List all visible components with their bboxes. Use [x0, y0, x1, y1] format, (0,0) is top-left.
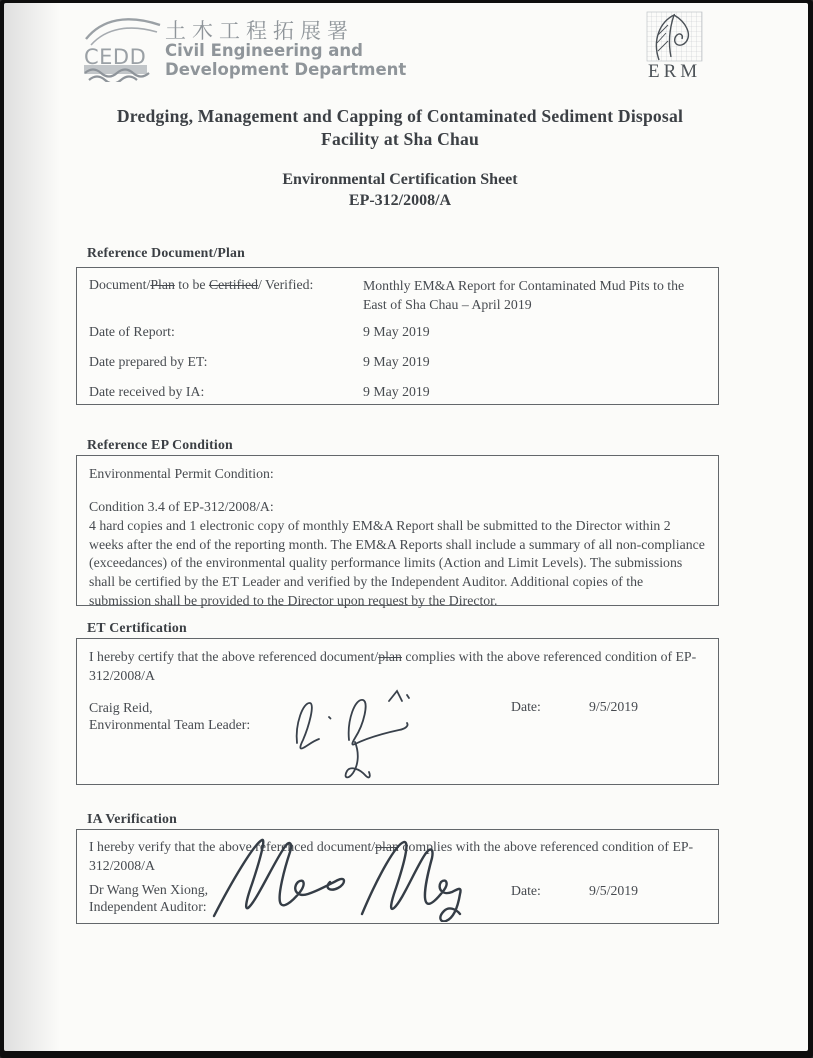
section-heading-et-certification: ET Certification: [87, 620, 187, 635]
document-verified-value: Monthly EM&A Report for Contaminated Mud Pits to the East of Sha Chau – April 2019: [363, 278, 685, 312]
erm-label: ERM: [648, 61, 702, 82]
cedd-english-name-line2: Development Department: [165, 60, 407, 79]
project-title-line1: Dredging, Management and Capping of Contaminated Sediment Disposal: [116, 106, 684, 126]
ia-statement-struck-plan: plan: [375, 839, 399, 854]
section-heading-ia-verification: IA Verification: [87, 811, 177, 826]
doc-label-part2: to be: [174, 277, 209, 292]
date-of-report-label: Date of Report:: [89, 324, 175, 339]
date-prepared-by-et-label: Date prepared by ET:: [89, 354, 208, 369]
et-statement-part2: complies with the above referenced condition of EP-312/2008/A: [89, 649, 697, 683]
doc-label-part3: / Verified:: [258, 277, 314, 292]
document-verified-label: [89, 277, 313, 293]
cedd-english-name-line1: Civil Engineering and: [165, 41, 363, 60]
section-heading-reference-document: Reference Document/Plan: [87, 245, 245, 260]
et-statement-struck-plan: plan: [378, 649, 402, 664]
et-date-label: Date:: [511, 699, 541, 714]
et-statement-part1: I hereby certify that the above referenced document/: [89, 649, 379, 664]
et-certification-statement: [89, 648, 734, 685]
et-signature: [291, 688, 419, 786]
ia-signature: [212, 836, 464, 922]
section-heading-ep-condition: Reference EP Condition: [87, 437, 233, 452]
date-received-by-ia-value: 9 May 2019: [363, 384, 430, 399]
date-received-by-ia-label: Date received by IA:: [89, 384, 205, 399]
cedd-logo-icon: [84, 12, 162, 82]
erm-logo-icon: [646, 11, 704, 63]
ep-condition-title: Condition 3.4 of EP-312/2008/A:: [89, 499, 274, 514]
project-title-line2: Facility at Sha Chau: [321, 129, 479, 149]
ia-statement-part1: I hereby verify that the above referenced document/: [89, 839, 376, 854]
et-signer-name: Craig Reid,: [89, 700, 153, 715]
doc-label-struck-certified: Certified: [208, 277, 258, 292]
svg-text:CEDD: CEDD: [84, 45, 147, 69]
reference-document-box: [76, 267, 719, 405]
ep-condition-text: 4 hard copies and 1 electronic copy of monthly EM&A Report shall be submitted to the Director within 2 weeks after the end of the reporting month. The EM&A Reports shall include a summary of all non-compliance (exceedances) of the environmental quality performance limits (Action and Limit Levels). The submissions shall be certified by the ET Leader and verified by the Independent Auditor. Additional copies of the submission shall be provided to the Director upon request by the Director.: [89, 518, 705, 608]
ep-condition-box: [76, 455, 719, 606]
doc-label-struck-plan: Plan: [150, 277, 175, 292]
ia-date-label: Date:: [511, 883, 541, 898]
ia-statement-part2: complies with the above referenced condition of EP-312/2008/A: [89, 839, 694, 873]
et-date-value: 9/5/2019: [589, 699, 639, 714]
date-of-report-value: 9 May 2019: [363, 324, 430, 339]
et-signer-title: Environmental Team Leader:: [89, 717, 251, 732]
ep-condition-intro: Environmental Permit Condition:: [89, 466, 274, 481]
date-prepared-by-et-value: 9 May 2019: [363, 354, 430, 369]
permit-number: EP-312/2008/A: [348, 192, 452, 209]
cedd-chinese-name: 土木工程拓展署: [165, 19, 354, 43]
ia-date-value: 9/5/2019: [589, 883, 639, 898]
sheet-title: Environmental Certification Sheet: [282, 171, 518, 188]
ia-signer-name: Dr Wang Wen Xiong,: [89, 882, 209, 897]
ia-signer-title: Independent Auditor:: [89, 899, 207, 914]
doc-label-part1: Document/: [89, 277, 151, 292]
